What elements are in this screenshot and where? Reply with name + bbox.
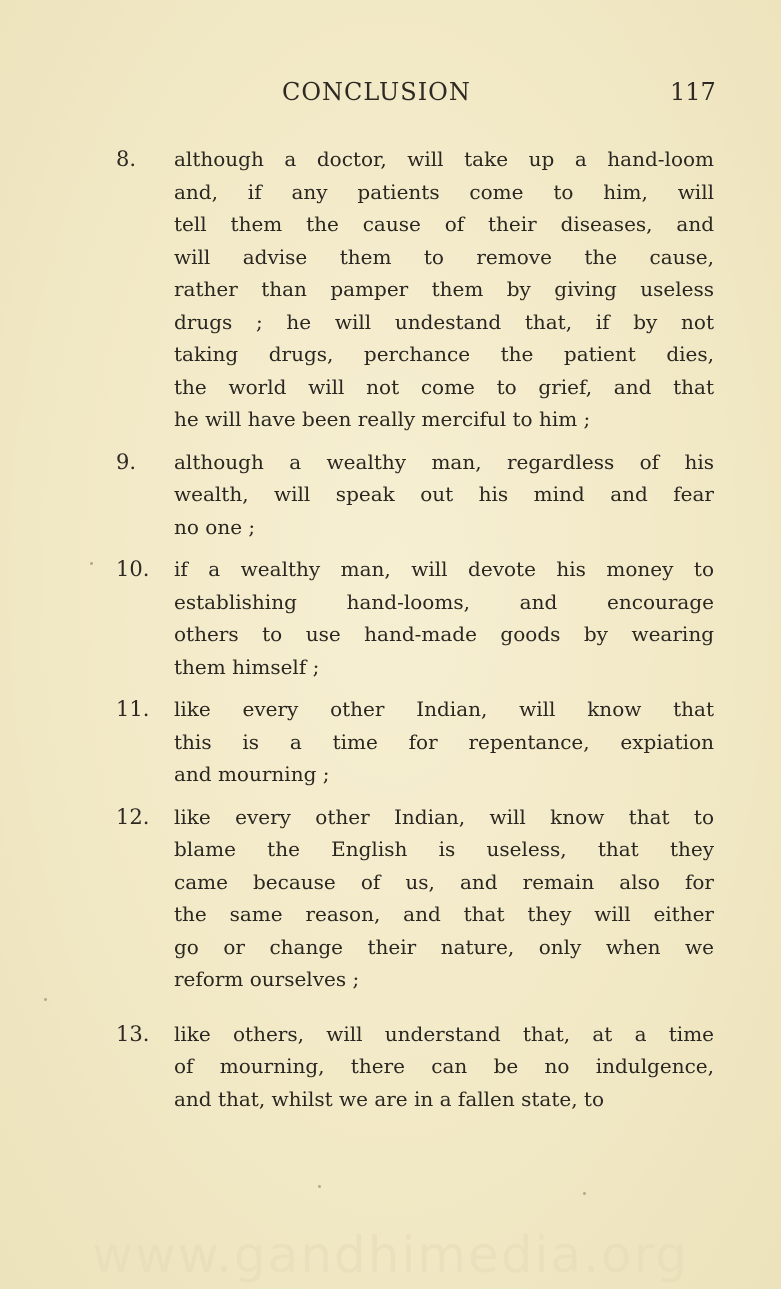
text-line: reform ourselves ; [174, 967, 360, 991]
list-item-text [174, 446, 714, 544]
text-line: establishing hand-looms, and encourage [174, 589, 714, 614]
text-line: blame the English is useless, that they [174, 837, 714, 861]
list-item-number: 8. [116, 147, 137, 171]
page-number: 117 [670, 78, 716, 106]
list-item-text [174, 693, 714, 791]
list-item [0, 553, 781, 683]
numbered-list [0, 143, 781, 1125]
text-line: and mourning ; [174, 762, 330, 786]
text-line: others to use hand-made goods by wearing [174, 622, 714, 646]
paper-speck [583, 1192, 586, 1195]
list-item-text [174, 143, 714, 436]
text-line: drugs ; he will undestand that, if by not [174, 309, 714, 334]
list-item-number: 9. [116, 449, 137, 474]
text-line: like others, will understand that, at a time [174, 1021, 714, 1046]
text-line: although a wealthy man, regardless of his [174, 449, 714, 474]
list-item [0, 143, 781, 436]
list-item [0, 801, 781, 996]
list-item [0, 446, 781, 544]
text-line: will advise them to remove the cause, [174, 244, 714, 269]
paper-speck [318, 1185, 321, 1188]
list-item [0, 693, 781, 791]
watermark-text: www.gandhimedia.org [91, 1226, 689, 1284]
text-line: go or change their nature, only when we [174, 934, 714, 959]
text-line: and that, whilst we are in a fallen state, to [174, 1086, 604, 1111]
text-line: them himself ; [174, 654, 320, 679]
text-line: wealth, will speak out his mind and fear [174, 482, 714, 506]
text-line: like every other Indian, will know that [174, 697, 714, 721]
list-item [0, 1018, 781, 1116]
text-line: came because of us, and remain also for [174, 869, 714, 894]
text-line: of mourning, there can be no indulgence, [174, 1054, 714, 1078]
paper-speck [44, 998, 47, 1001]
list-item-text [174, 1018, 714, 1116]
text-line: like every other Indian, will know that to [174, 804, 714, 829]
list-item-text [174, 553, 714, 683]
text-line: the same reason, and that they will either [174, 902, 714, 926]
list-item-number: 10. [116, 557, 150, 581]
list-item-number: 12. [116, 804, 150, 829]
text-line: although a doctor, will take up a hand-loom [174, 147, 714, 171]
text-line: if a wealthy man, will devote his money to [174, 557, 714, 581]
list-item-text [174, 801, 714, 996]
text-line: tell them the cause of their diseases, and [174, 212, 714, 236]
running-head: CONCLUSION [282, 78, 471, 106]
list-item-number: 13. [116, 1021, 150, 1046]
text-line: the world will not come to grief, and that [174, 374, 714, 399]
text-line: and, if any patients come to him, will [174, 179, 714, 204]
text-line: no one ; [174, 514, 256, 539]
list-item-number: 11. [116, 697, 150, 721]
text-line: this is a time for repentance, expiation [174, 729, 714, 754]
text-line: rather than pamper them by giving useless [174, 277, 714, 301]
page-header [0, 78, 781, 112]
text-line: taking drugs, perchance the patient dies, [174, 342, 714, 366]
paper-speck [90, 562, 93, 565]
text-line: he will have been really merciful to him ; [174, 407, 591, 431]
